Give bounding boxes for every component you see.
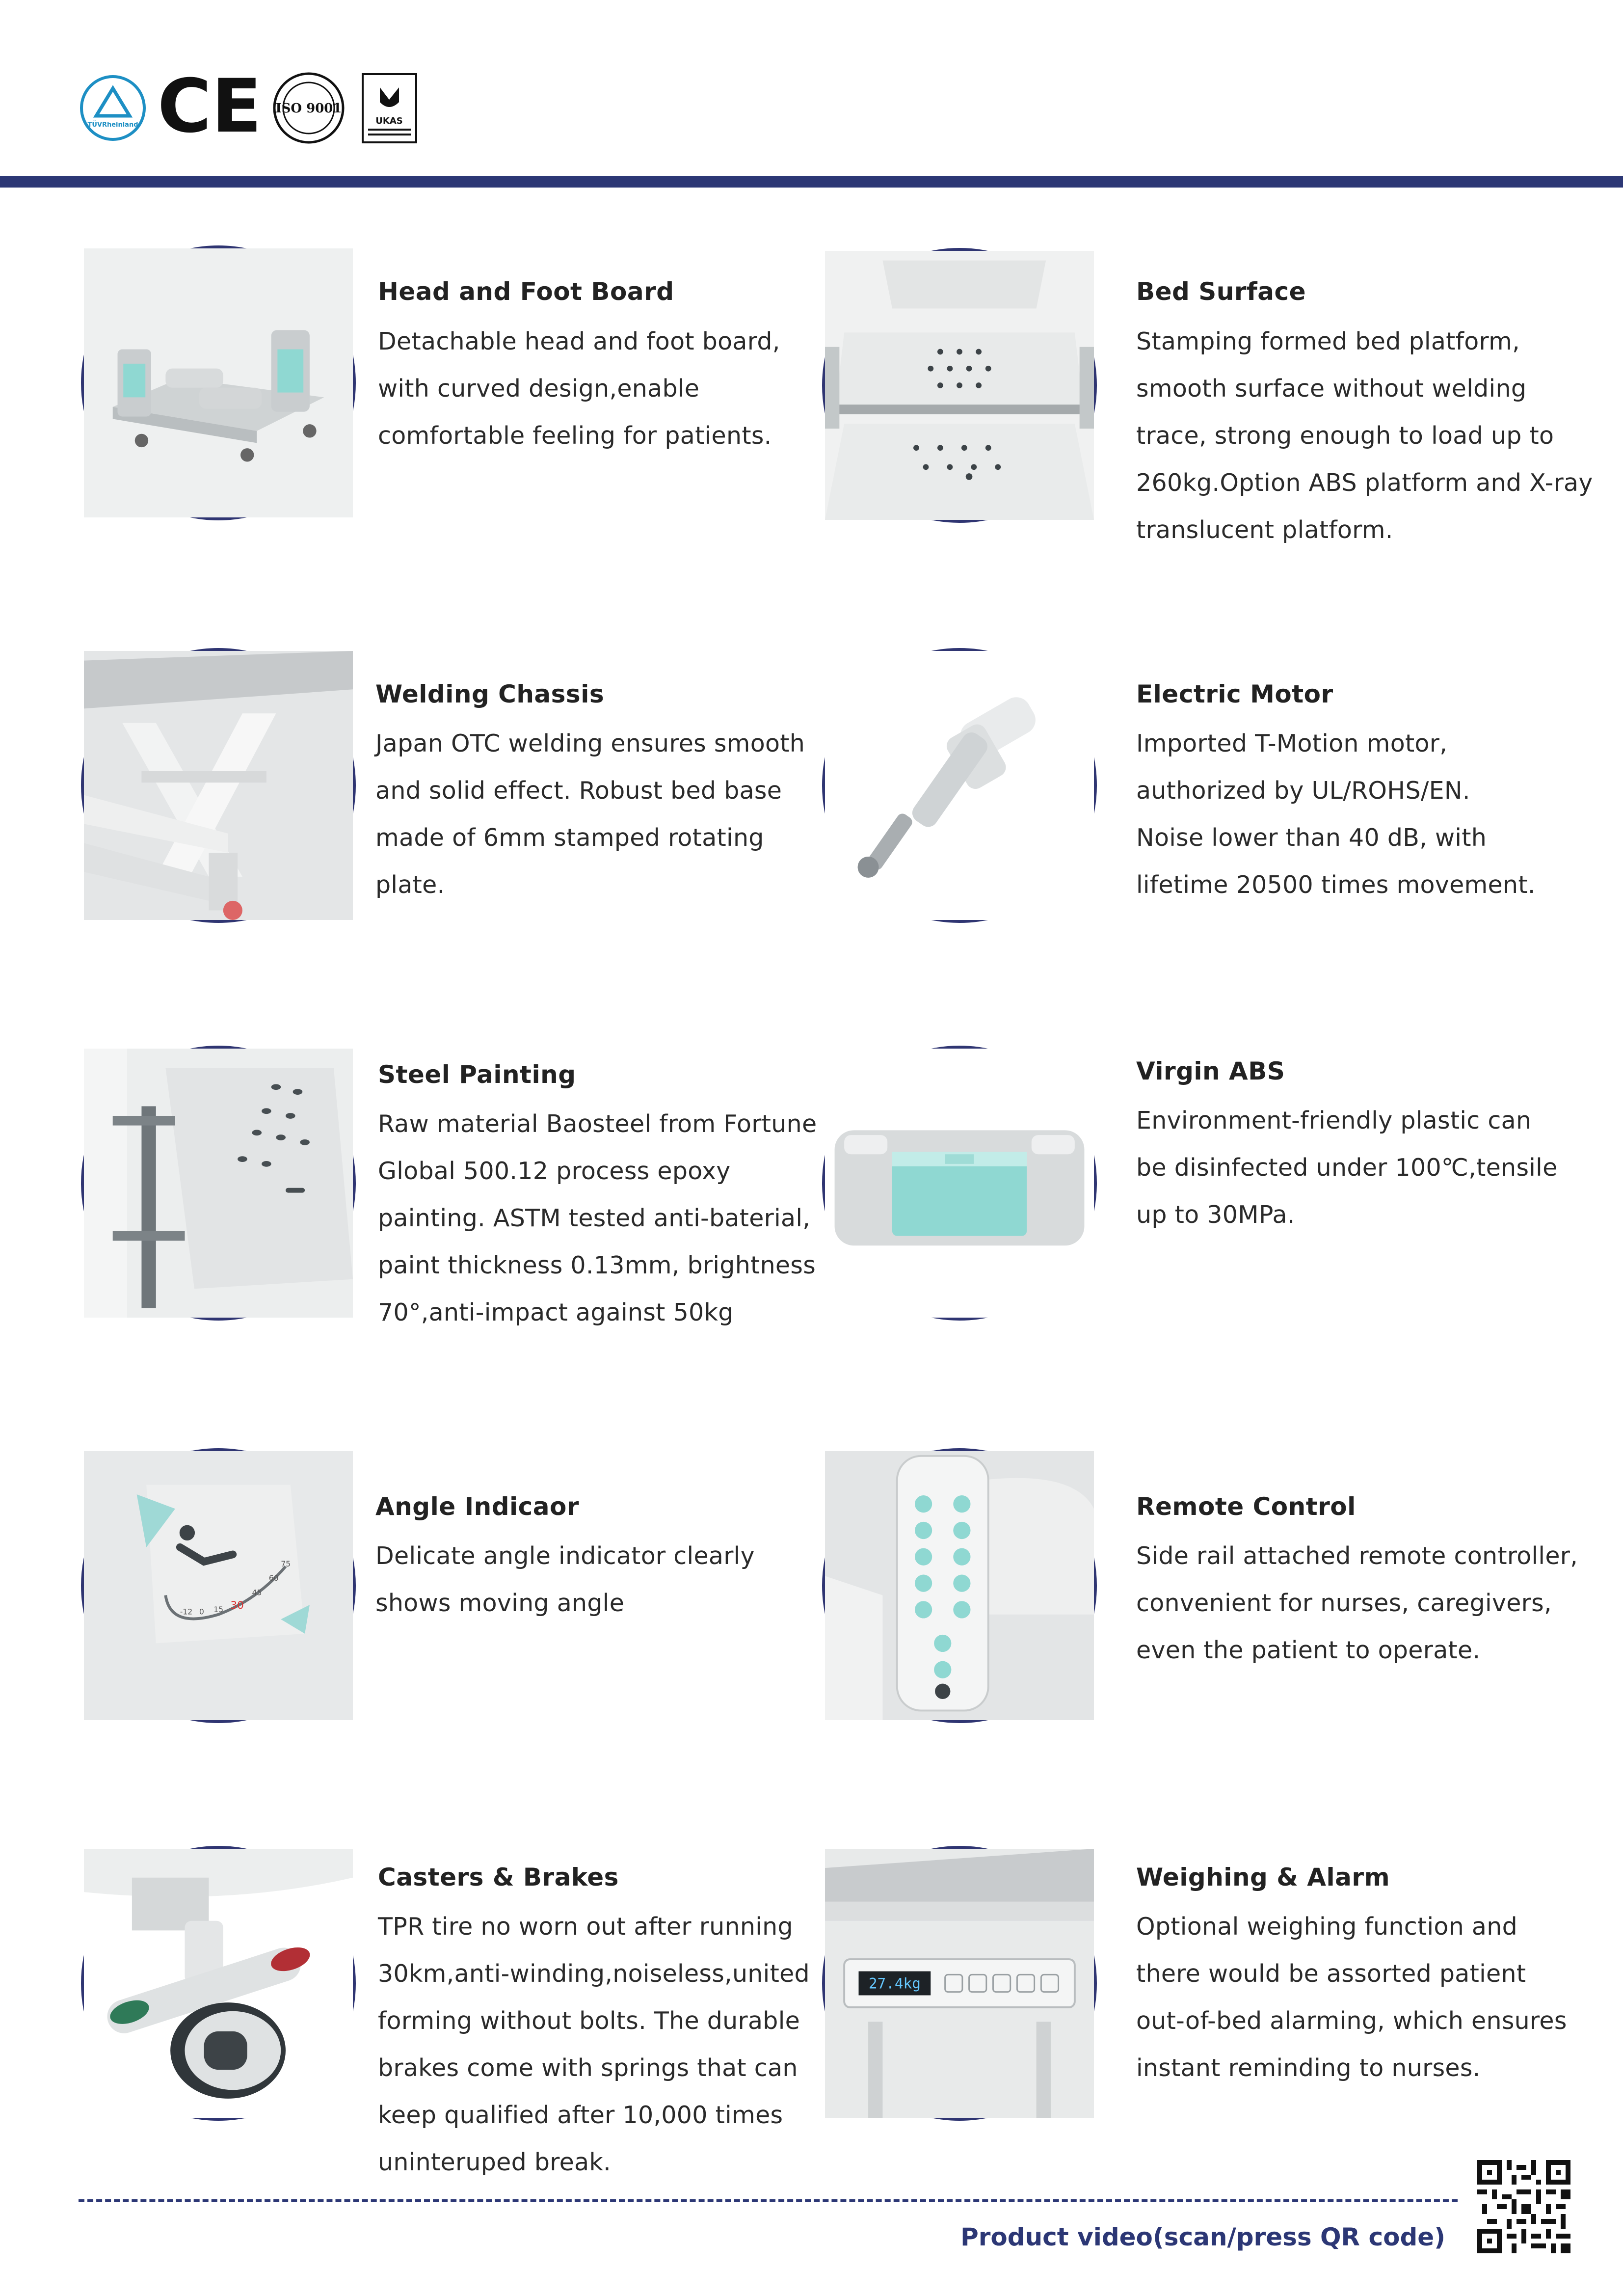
feature-description: Japan OTC welding ensures smooth and solid effect. Robust bed base made of 6mm stamped rotating plate. [375, 729, 805, 899]
iso-9001-icon [272, 71, 346, 145]
qr-code-icon[interactable] [1477, 2160, 1570, 2253]
certification-logos [79, 64, 418, 149]
feature-title: Angle Indicaor [375, 1492, 580, 1521]
bed-headboard-photo-icon [81, 245, 356, 520]
feature-description: Environment-friendly plastic can be disinfected under 100℃,tensile up to 30MPa. [1136, 1107, 1558, 1229]
ukas-icon [361, 73, 418, 144]
angle-indicator-photo-icon [81, 1448, 356, 1723]
feature-description: Imported T-Motion motor, authorized by UL/ROHS/EN. Noise lower than 40 dB, with lifetime 20500 times movement. [1136, 729, 1536, 899]
ukas-logo-text: UKAS [375, 115, 403, 126]
footer-dashed-divider [79, 2199, 1458, 2202]
iso-logo-text: ISO 9001 [275, 101, 342, 116]
angle-scale-label: 45 [252, 1588, 262, 1597]
angle-scale-label: 75 [281, 1559, 291, 1568]
bed-platform-photo-icon [822, 248, 1097, 523]
product-video-label: Product video(scan/press QR code) [960, 2223, 1445, 2251]
ce-mark-text: CE [157, 64, 262, 149]
feature-title: Casters & Brakes [378, 1863, 619, 1891]
feature-title: Weighing & Alarm [1136, 1863, 1390, 1891]
tuv-rheinland-icon [79, 74, 147, 142]
feature-title: Bed Surface [1136, 277, 1306, 306]
feature-title: Welding Chassis [375, 680, 605, 708]
angle-scale-label: 0 [199, 1607, 204, 1617]
angle-scale-label: 30 [230, 1599, 244, 1612]
weighing-display-photo-icon [822, 1846, 1097, 2121]
feature-title: Electric Motor [1136, 680, 1333, 708]
weight-readout-text: 27.4kg [868, 1975, 921, 1992]
tuv-logo-text: TÜVRheinland [87, 121, 138, 129]
feature-title: Remote Control [1136, 1492, 1356, 1521]
feature-description: Detachable head and foot board, with curved design,enable comfortable feeling for patients. [378, 327, 780, 450]
feature-description: Delicate angle indicator clearly shows moving angle [375, 1542, 755, 1617]
feature-description: Optional weighing function and there would be assorted patient out-of-bed alarming, which ensures instant reminding to nurses. [1136, 1913, 1567, 2082]
feature-description: TPR tire no worn out after running 30km,anti-winding,noiseless,united forming without bolts. The durable brakes come with springs that can keep qualified after 10,000 times uninteruped break. [378, 1913, 810, 2176]
feature-title: Head and Foot Board [378, 277, 674, 306]
caster-wheel-photo-icon [81, 1846, 356, 2121]
ce-mark-icon [157, 64, 262, 149]
feature-description: Raw material Baosteel from Fortune Global 500.12 process epoxy painting. ASTM tested anti-baterial, paint thickness 0.13mm, brightness 70°,anti-impact against 50kg [378, 1110, 817, 1326]
feature-title: Steel Painting [378, 1060, 576, 1089]
header-divider-bar [0, 176, 1623, 188]
chassis-photo-icon [81, 648, 356, 923]
abs-panel-photo-icon [822, 1046, 1097, 1321]
feature-description: Side rail attached remote controller, convenient for nurses, caregivers, even the patient to operate. [1136, 1542, 1578, 1664]
painted-steel-photo-icon [81, 1046, 356, 1321]
angle-scale-label: -12 [180, 1607, 193, 1617]
angle-scale-label: 15 [213, 1604, 224, 1614]
remote-control-photo-icon [822, 1448, 1097, 1723]
feature-description: Stamping formed bed platform, smooth surface without welding trace, strong enough to load up to 260kg.Option ABS platform and X-ray translucent platform. [1136, 327, 1593, 544]
feature-title: Virgin ABS [1136, 1057, 1285, 1085]
angle-scale-label: 60 [268, 1573, 279, 1583]
linear-actuator-photo-icon [822, 648, 1097, 923]
